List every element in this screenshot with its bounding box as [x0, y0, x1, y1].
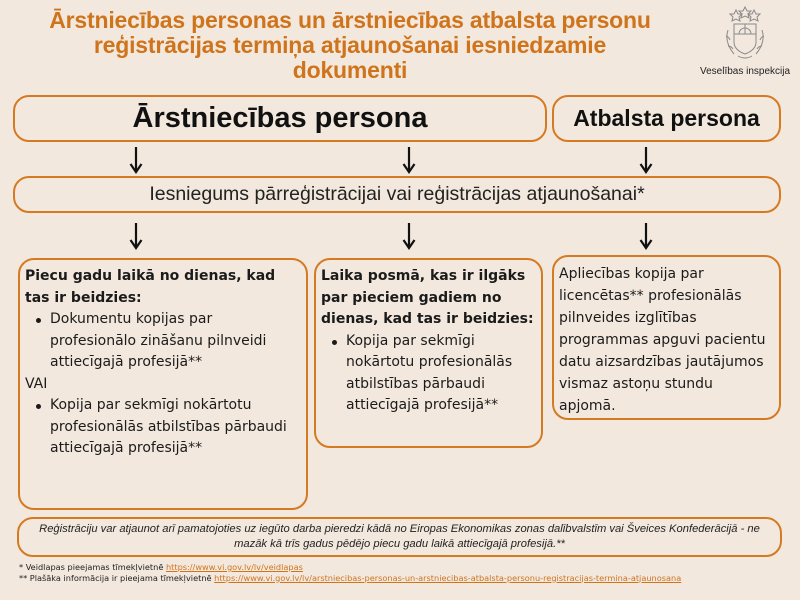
document-list — [25, 395, 300, 460]
arrow-down-icon — [639, 146, 653, 174]
footnote-text: ** Plašāka informācija ir pieejama tīmekļvietnē — [19, 572, 215, 583]
submission-label: Iesniegums pārreģistrācijai vai reģistrācijas atjaunošanai* — [149, 183, 645, 205]
document-list — [25, 309, 300, 374]
title-line-1: Ārstniecības personas un ārstniecības atbalsta personu — [49, 7, 651, 33]
arrow-down-icon — [129, 146, 143, 174]
arrow-down-icon — [402, 222, 416, 250]
header-atbalsta-label: Atbalsta persona — [573, 105, 760, 131]
arrow-down-icon — [402, 146, 416, 174]
footnote-link-veidlapas[interactable]: https://www.vi.gov.lv/lv/veidlapas — [165, 562, 303, 572]
column-heading: Piecu gadu laikā no dienas, kad tas ir beidzies: — [25, 268, 276, 306]
note-text: Reģistrāciju var atjaunot arī pamatojoties uz iegūto darba pieredzi kādā no Eiropas Ekonomikas zonas dalībvalstīm vai Šveices Konfederācijā - ne mazāk kā trīs gadus pēdējo piecu gadu laikā attiecīgajā profesijā.** — [39, 523, 760, 550]
column-text: Apliecības kopija par licencētas** profesionālās pilnveides izglītības programmas apguvi pacientu datu aizsardzības jautājumos vismaz astoņu stundu apjomā. — [559, 266, 766, 414]
footnote-1 — [19, 562, 789, 573]
logo-text: Veselības inspekcija — [700, 66, 791, 77]
submission-box — [13, 176, 781, 213]
list-item: Kopija par sekmīgi nokārtotu profesionālās atbilstības pārbaudi attiecīgajā profesijā** — [331, 331, 535, 417]
page-title — [20, 8, 680, 83]
header-arstniecibas-label: Ārstniecības persona — [132, 102, 428, 134]
or-separator: VAI — [25, 375, 48, 392]
header-atbalsta-persona — [552, 95, 781, 142]
footnotes — [19, 562, 789, 583]
latvia-coat-of-arms-icon — [716, 4, 774, 62]
footnote-link-more-info[interactable]: https://www.vi.gov.lv/lv/arstniecibas-personas-un-arstniecibas-atbalsta-personu-registracijas-termina-atjaunosana — [214, 572, 682, 583]
header-arstniecibas-persona — [13, 95, 547, 142]
arrow-down-icon — [129, 222, 143, 250]
column-five-years — [18, 258, 308, 510]
title-line-3: dokumenti — [292, 57, 408, 83]
experience-note — [17, 517, 782, 557]
document-list — [321, 331, 535, 417]
column-heading: Laika posmā, kas ir ilgāks par pieciem gadiem no dienas, kad tas ir beidzies: — [321, 268, 534, 327]
column-over-five-years — [314, 258, 543, 448]
footnote-2 — [19, 573, 789, 584]
column-support-person — [552, 255, 781, 420]
footnote-text: * Veidlapas pieejamas tīmekļvietnē — [19, 562, 166, 572]
list-item: Dokumentu kopijas par profesionālo zināšanu pilnveidi attiecīgajā profesijā** — [35, 309, 300, 374]
list-item: Kopija par sekmīgi nokārtotu profesionālās atbilstības pārbaudi attiecīgajā profesijā** — [35, 395, 300, 460]
title-line-2: reģistrācijas termiņa atjaunošanai iesniedzamie — [93, 32, 607, 58]
logo — [700, 4, 790, 86]
arrow-down-icon — [639, 222, 653, 250]
